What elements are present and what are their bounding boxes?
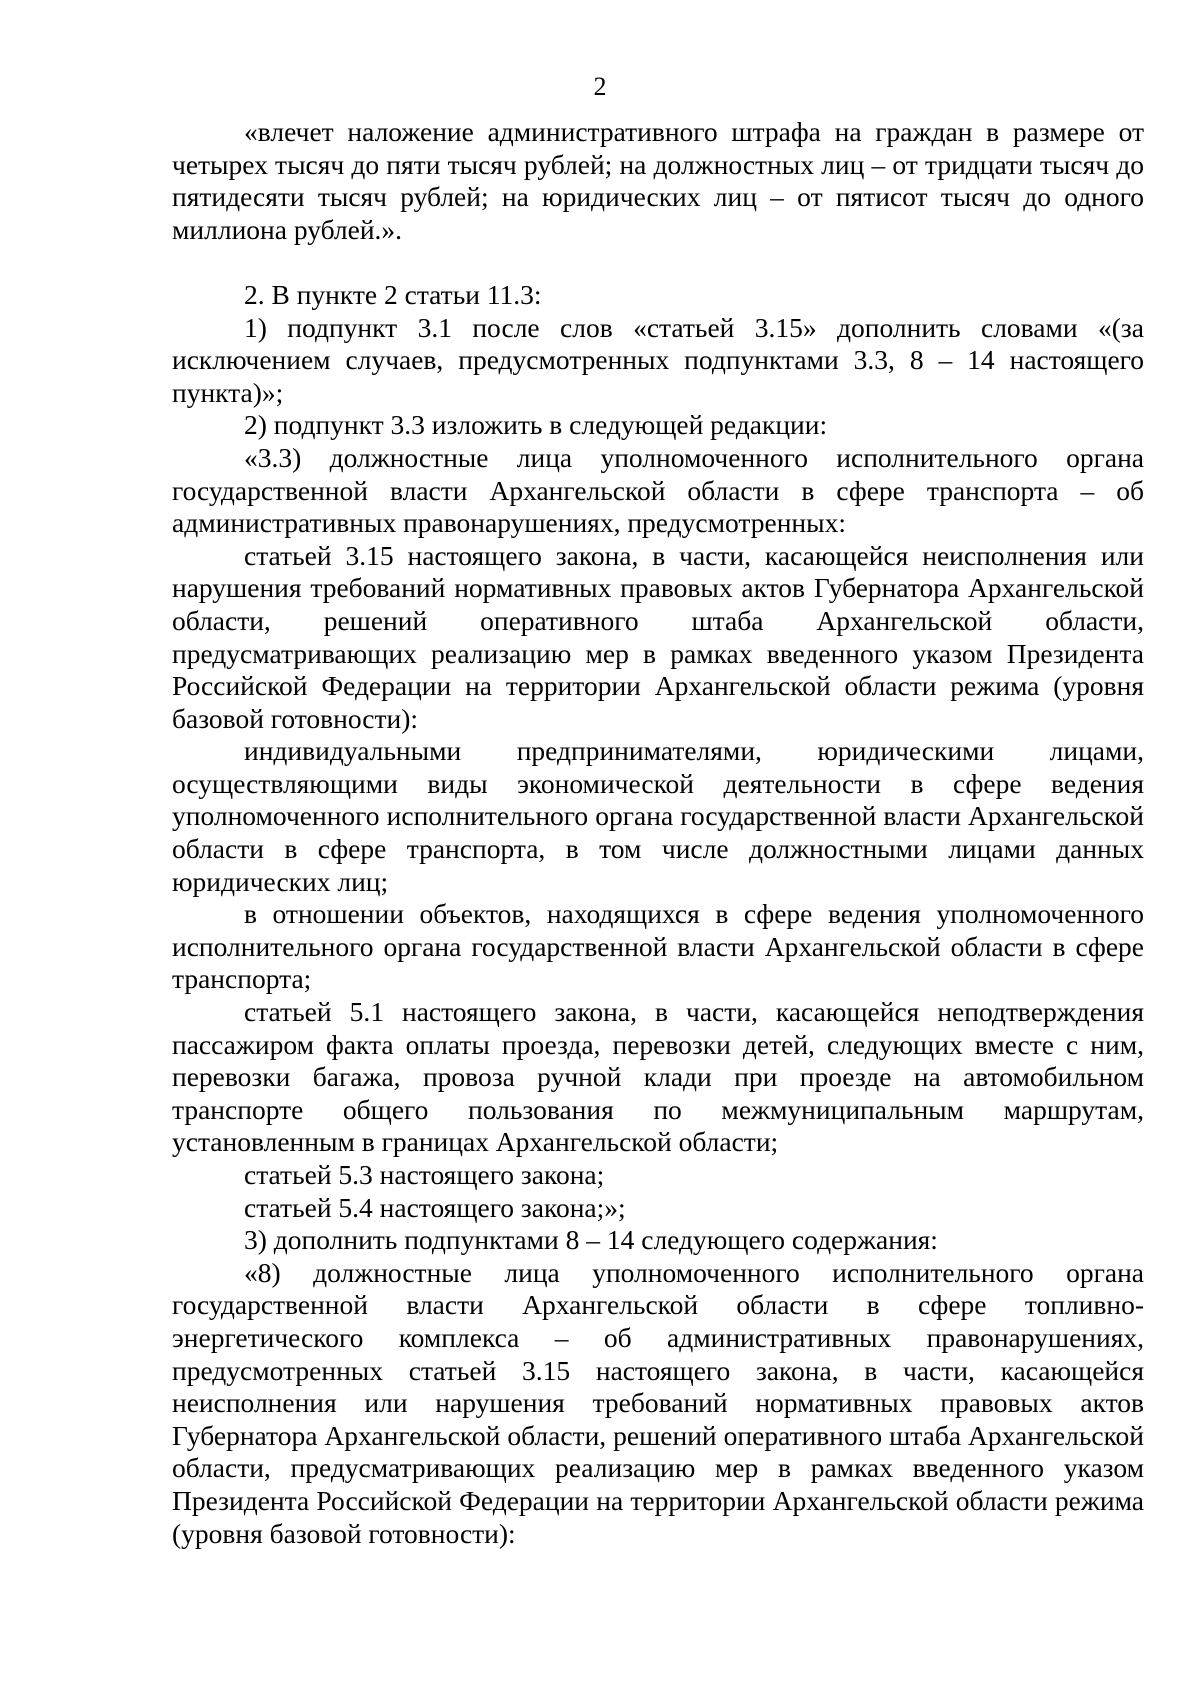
paragraph-article-5-1: статьей 5.1 настоящего закона, в части, касающейся неподтверждения пассажиром факта оплаты проезда, перевозки детей, следующих вместе с ним, перевозки багажа, провоза ручной клади при проезде на автомобильном транспорте общего пользования по межмуниципальным маршрутам, установленным в границах Архангельской области; <box>172 996 1144 1158</box>
paragraph-subitem-2: 2) подпункт 3.3 изложить в следующей редакции: <box>244 409 828 441</box>
page-number: 2 <box>593 72 607 101</box>
paragraph-subitem-8: «8) должностные лица уполномоченного исполнительного органа государственной власти Архангельской области в сфере топливно-энергетического комплекса – об административных правонарушениях, предусмотренных статьей 3.15 настоящего закона, в части, касающейся неисполнения или нарушения требований нормативных правовых актов Губернатора Архангельской области, решений оперативного штаба Архангельской области, предусматривающих реализацию мер в рамках введенного указом Президента Российской Федерации на территории Архангельской области режима (уровня базовой готовности): <box>172 1256 1144 1549</box>
paragraph-subitem-1: 1) подпункт 3.1 после слов «статьей 3.15» дополнить словами «(за исключением случаев, предусмотренных подпунктами 3.3, 8 – 14 настоящего пункта)»; <box>172 311 1144 408</box>
paragraph-article-3-15: статьей 3.15 настоящего закона, в части, касающейся неисполнения или нарушения требований нормативных правовых актов Губернатора Архангельской области, решений оперативного штаба Архангельской области, предусматривающих реализацию мер в рамках введенного указом Президента Российской Федерации на территории Архангельской области режима (уровня базовой готовности): <box>172 539 1144 734</box>
paragraph-subitem-3: 3) дополнить подпунктами 8 – 14 следующего содержания: <box>244 1224 938 1256</box>
paragraph-article-5-4: статьей 5.4 настоящего закона;»; <box>244 1191 626 1223</box>
paragraph-penalty-text: «влечет наложение административного штрафа на граждан в размере от четырех тысяч до пяти тысяч рублей; на должностных лиц – от тридцати тысяч до пятидесяти тысяч рублей; на юридических лиц – от пятисот тысяч до одного миллиона рублей.». <box>172 116 1144 245</box>
document-body <box>172 116 1144 1550</box>
paragraph-article-5-3: статьей 5.3 настоящего закона; <box>244 1159 605 1190</box>
paragraph-item-2-heading: 2. В пункте 2 статьи 11.3: <box>244 278 542 310</box>
paragraph-subitem-3-3: «3.3) должностные лица уполномоченного исполнительного органа государственной власти Архангельской области в сфере транспорта – об административных правонарушениях, предусмотренных: <box>172 441 1144 539</box>
paragraph-objects: в отношении объектов, находящихся в сфере ведения уполномоченного исполнительного органа государственной власти Архангельской области в сфере транспорта; <box>172 898 1144 995</box>
paragraph-entrepreneurs: индивидуальными предпринимателями, юридическими лицами, осуществляющими виды экономической деятельности в сфере ведения уполномоченного исполнительного органа государственной власти Архангельской области в сфере транспорта, в том числе должностными лицами данных юридических лиц; <box>172 735 1144 897</box>
